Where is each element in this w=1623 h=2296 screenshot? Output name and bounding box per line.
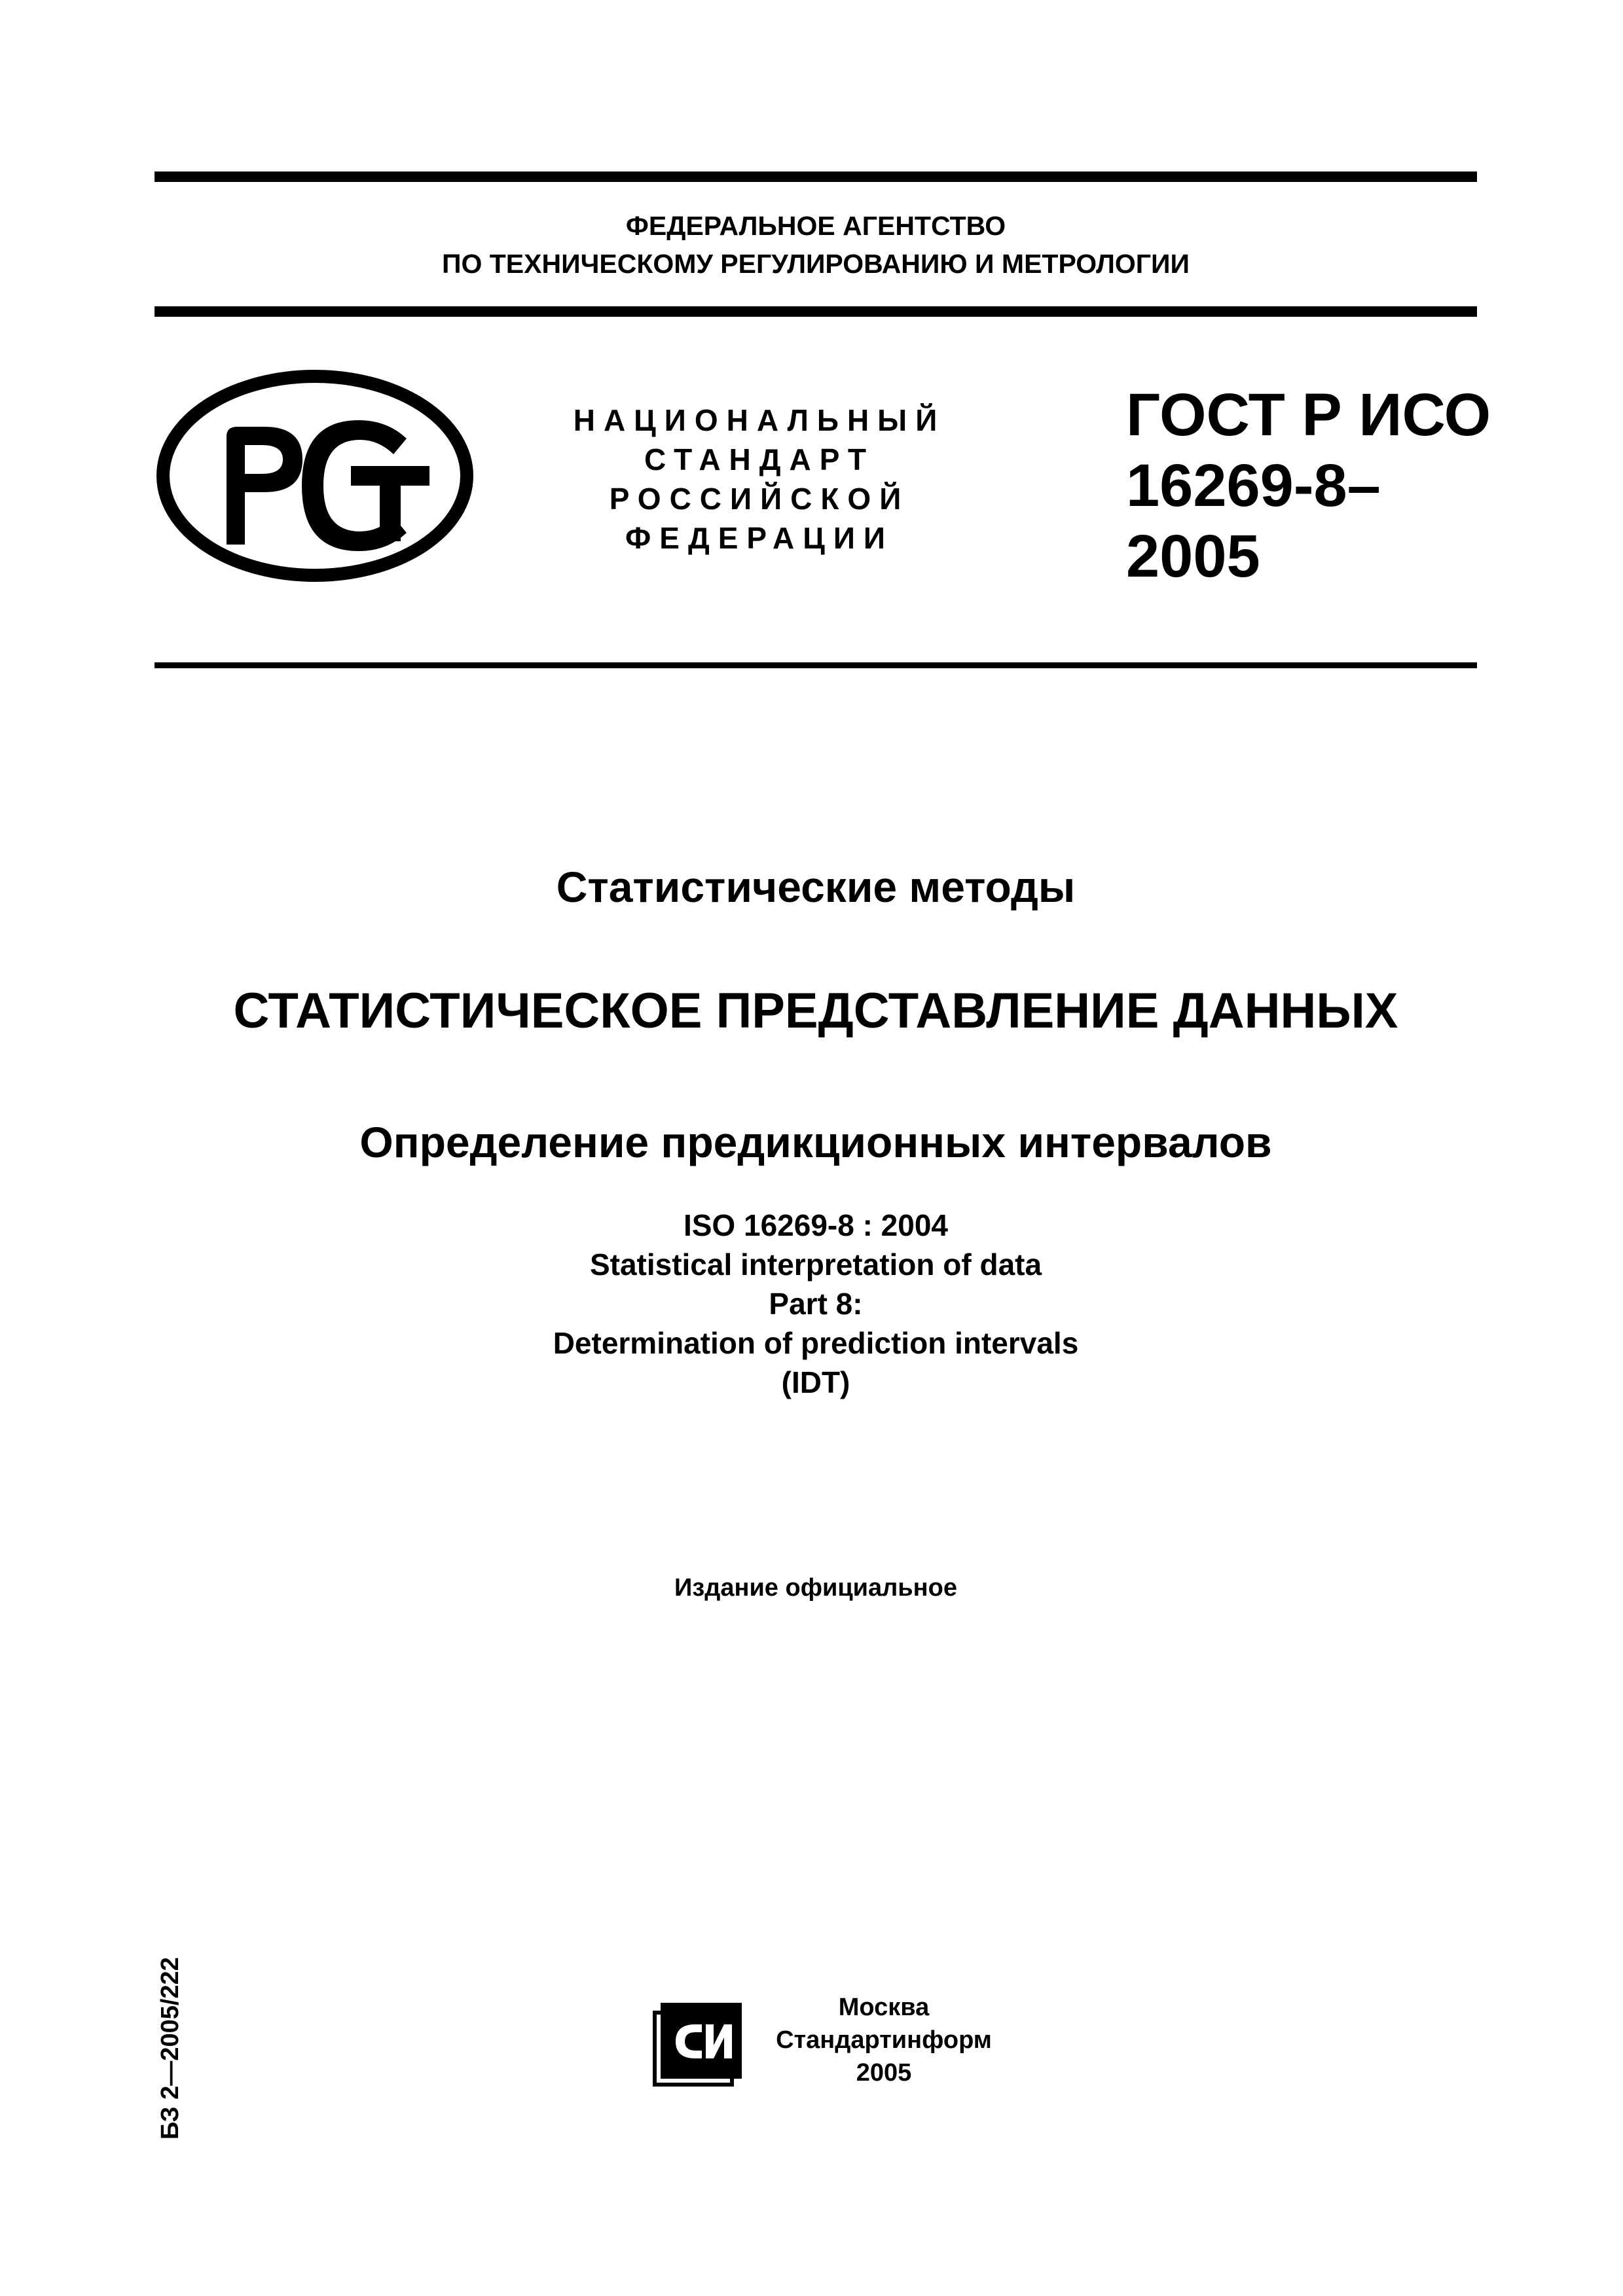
national-standard-caption (530, 401, 989, 558)
header-bottom-rule (155, 306, 1477, 317)
edition-note: Издание официальное (674, 1574, 957, 1602)
publisher-city: Москва (838, 1994, 930, 2021)
publisher-name: Стандартинформ (776, 2026, 992, 2054)
standard-designation (1126, 380, 1491, 592)
publisher-year: 2005 (856, 2059, 912, 2087)
agency-header (155, 207, 1477, 283)
national-standard-line-2: СТАНДАРТ (644, 442, 875, 476)
standard-designation-line-2: 16269-8– (1126, 452, 1381, 519)
agency-line-2: ПО ТЕХНИЧЕСКОМУ РЕГУЛИРОВАНИЮ И МЕТРОЛОГИИ (442, 249, 1190, 279)
iso-reference-line-4: Determination of prediction intervals (553, 1326, 1079, 1360)
main-title: СТАТИСТИЧЕСКОЕ ПРЕДСТАВЛЕНИЕ ДАННЫХ (233, 983, 1398, 1039)
publisher-block (753, 1991, 1015, 2089)
iso-reference-line-1: ISO 16269-8 : 2004 (683, 1208, 949, 1242)
iso-reference-line-5: (IDT) (781, 1365, 850, 1399)
general-title: Статистические методы (556, 863, 1076, 911)
designation-bottom-rule (155, 662, 1477, 668)
iso-reference-line-3: Part 8: (769, 1287, 863, 1321)
iso-reference (155, 1206, 1477, 1402)
side-code: БЗ 2—2005/222 (156, 1957, 184, 2140)
national-standard-line-1: НАЦИОНАЛЬНЫЙ (573, 403, 946, 437)
top-rule (155, 171, 1477, 182)
sub-title: Определение предикционных интервалов (359, 1118, 1272, 1166)
agency-line-1: ФЕДЕРАЛЬНОЕ АГЕНТСТВО (625, 211, 1006, 241)
standard-designation-line-3: 2005 (1126, 523, 1260, 590)
publisher-logo-text: СИ (649, 1993, 651, 1994)
standartinform-logo (649, 1993, 746, 2090)
national-standard-line-3: РОССИЙСКОЙ (609, 482, 910, 516)
gost-rst-logo (155, 368, 475, 584)
standard-designation-line-1: ГОСТ Р ИСО (1126, 382, 1491, 448)
national-standard-line-4: ФЕДЕРАЦИИ (625, 521, 894, 555)
iso-reference-line-2: Statistical interpretation of data (589, 1247, 1042, 1282)
